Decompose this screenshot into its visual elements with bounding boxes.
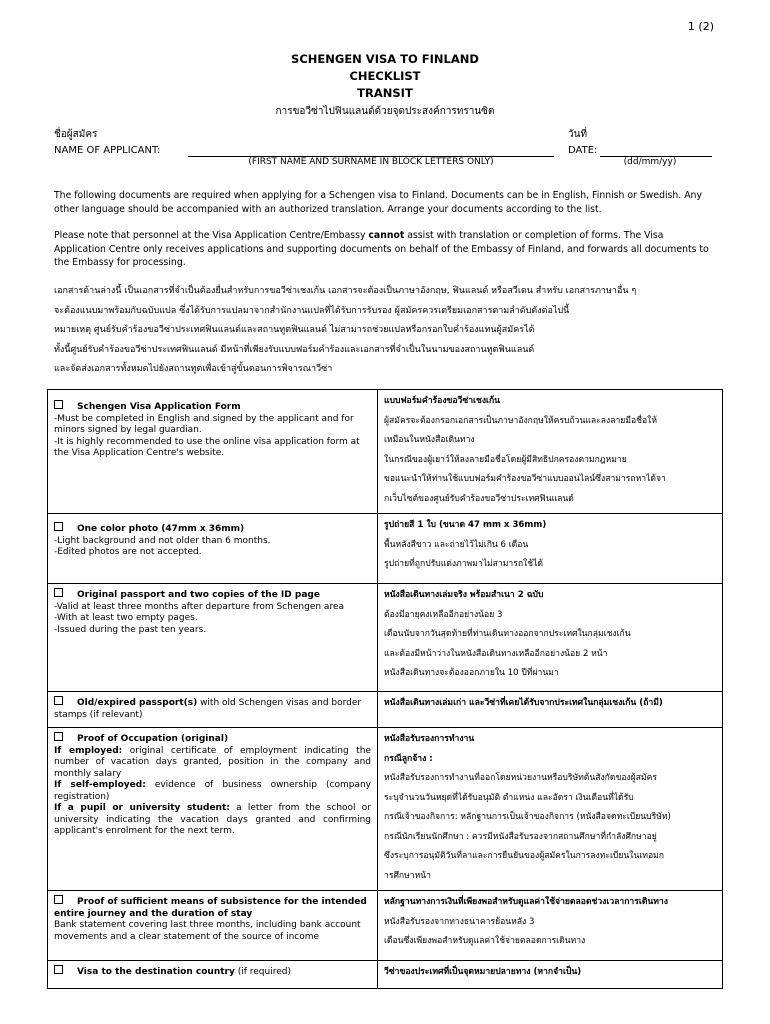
applicant-name-hint: (FIRST NAME AND SURNAME IN BLOCK LETTERS ONLY): [248, 157, 494, 167]
checkbox[interactable]: [54, 732, 63, 741]
doc-title-thai: การขอวีซ่าไปฟินแลนด์ด้วยจุดประสงค์การทรานซิต: [275, 106, 495, 117]
page-number: 1 (2): [687, 20, 714, 33]
intro-paragraph-2: Please note that personnel at the Visa Application Centre/Embassy cannot assist with translation or completion of forms. The Visa Application Centre only receives applications and supporting documents on behalf of the Embassy of Finland, and forwards all documents to the Embassy for processing.: [54, 230, 709, 268]
checklist-cell-thai: แบบฟอร์มคำร้องขอวีซ่าเชงเก้น ผู้สมัครจะต้องกรอกเอกสารเป็นภาษาอังกฤษให้ครบถ้วนและลงลายมือชื่อให้ เหมือนในหนังสือเดินทาง ในกรณีของผู้เยาว์ให้ลงลายมือชื่อโดยผู้มีสิทธิปกครองตามกฎหมาย ขอแนะนำให้ท่านใช้แบบฟอร์มคำร้องขอวีซ่าแบบออนไลน์ซึ่งสามารถหาได้จา กเว็บไซต์ของศูนย์รับคำร้องขอวีซ่าประเทศฟินแลนด์: [378, 390, 723, 514]
applicant-name-label: NAME OF APPLICANT:: [54, 145, 161, 156]
checklist-row-old-passport: [48, 692, 723, 728]
checklist-cell-en: Visa to the destination country (if required): [48, 961, 378, 989]
checklist-cell-thai: รูปถ่ายสี 1 ใบ (ขนาด 47 mm x 36mm) พื้นหลังสีขาว และถ่ายไว้ไม่เกิน 6 เดือน รูปถ่ายที่ถูกปรับแต่งภาพมาไม่สามารถใช้ได้: [378, 514, 723, 584]
doc-title: SCHENGEN VISA TO FINLAND: [291, 52, 479, 66]
checkbox[interactable]: [54, 400, 63, 409]
checklist-cell-en: Proof of Occupation (original) If employed: original certificate of employment indicating the number of vacation days granted, position in the company and monthly salary If self-employed: evidence of business ownership (company registration) If a pupil or university student: a letter from the school or university indicating the vacation days granted and confirming applicant's enrolment for the next term.: [48, 728, 378, 891]
applicant-name-thai-label: ชื่อผู้สมัคร: [54, 129, 98, 140]
checklist-cell-thai: หลักฐานทางการเงินที่เพียงพอสำหรับดูแลค่าใช้จ่ายตลอดช่วงเวลาการเดินทาง หนังสือรับรองจากทางธนาคารย้อนหลัง 3 เดือนซึ่งเพียงพอสำหรับดูแลค่าใช้จ่ายตลอดการเดินทาง: [378, 891, 723, 961]
checklist-row-subsistence: [48, 891, 723, 961]
checklist-cell-en: Old/expired passport(s) with old Schengen visas and border stamps (if relevant): [48, 692, 378, 728]
checklist-table: [47, 389, 723, 989]
checklist-cell-thai: หนังสือเดินทางเล่มเก่า และวีซ่าที่เคยได้รับจากประเทศในกลุ่มเชงเก้น (ถ้ามี): [378, 692, 723, 728]
checklist-cell-en: One color photo (47mm x 36mm) -Light background and not older than 6 months. -Edited photos are not accepted.: [48, 514, 378, 584]
checklist-row-occupation: [48, 728, 723, 891]
intro-thai-line: ทั้งนี้ศูนย์รับคำร้องขอวีซ่าประเทศฟินแลนด์ มีหน้าที่เพียงรับแบบฟอร์มคำร้องและเอกสารที่จำเป็นในนามของสถานทูตฟินแลนด์: [54, 344, 535, 355]
intro-thai-line: เอกสารด้านล่างนี้ เป็นเอกสารที่จำเป็นต้องยื่นสำหรับการขอวีซ่าเชงเก้น เอกสารจะต้องเป็นภาษาอังกฤษ, ฟินแลนด์ หรือสวีเดน สำหรับ เอกสารภาษาอื่น ๆ: [54, 286, 637, 296]
checkbox[interactable]: [54, 965, 63, 974]
checklist-row-photo: [48, 514, 723, 584]
checkbox[interactable]: [54, 696, 63, 705]
checklist-cell-en: Original passport and two copies of the ID page -Valid at least three months after departure from Schengen area -With at least two empty pages. -Issued during the past ten years.: [48, 584, 378, 692]
checklist-cell-thai: หนังสือเดินทางเล่มจริง พร้อมสำเนา 2 ฉบับ ต้องมีอายุคงเหลืออีกอย่างน้อย 3 เดือนนับจากวันสุดท้ายที่ท่านเดินทางออกจากประเทศในกลุ่มเชงเก้น และต้องมีหน้าว่างในหนังสือเดินทางเหลืออีกอย่างน้อย 2 หน้า หนังสือเดินทางจะต้องออกภายใน 10 ปีที่ผ่านมา: [378, 584, 723, 692]
intro-thai-line: และจัดส่งเอกสารทั้งหมดไปยังสถานทูตเพื่อเข้าสู่ขั้นตอนการพิจารณาวีซ่า: [54, 364, 333, 374]
checklist-cell-thai: วีซ่าของประเทศที่เป็นจุดหมายปลายทาง (หากจำเป็น): [378, 961, 723, 989]
checkbox[interactable]: [54, 522, 63, 531]
checklist-row-application-form: [48, 390, 723, 514]
doc-subtitle-checklist: CHECKLIST: [349, 69, 421, 83]
checklist-row-passport: [48, 584, 723, 692]
intro-thai-line: จะต้องแนบมาพร้อมกับฉบับแปล ซึ่งได้รับการแปลมาจากสำนักงานแปลที่ได้รับการรับรอง ผู้สมัครควรเตรียมเอกสารตามลำดับดังต่อไปนี้: [54, 305, 570, 316]
checklist-row-destination-visa: [48, 961, 723, 989]
checklist-cell-thai: หนังสือรับรองการทำงาน กรณีลูกจ้าง : หนังสือรับรองการทำงานที่ออกโดยหน่วยงานหรือบริษัทต้นสังกัดของผู้สมัคร ระบุจำนวนวันหยุดที่ได้รับอนุมัติ ตำแหน่ง และอัตรา เงินเดือนที่ได้รับ กรณีเจ้าของกิจการ: หลักฐานการเป็นเจ้าของกิจการ (หนังสือจดทะเบียนบริษัท) กรณีนักเรียนนักศึกษา : ควรมีหนังสือรับรองจากสถานศึกษาที่กำลังศึกษาอยู่ ซึ่งระบุการอนุมัติวันที่ลาและการยืนยันของผู้สมัครในการลงทะเบียนในเทอมก ารศึกษาหน้า: [378, 728, 723, 891]
checklist-cell-en: Proof of sufficient means of subsistence for the intended entire journey and the duration of stay Bank statement covering last three months, including bank account movements and a clear statement of the source of income: [48, 891, 378, 961]
date-label: DATE:: [568, 145, 598, 156]
checkbox[interactable]: [54, 588, 63, 597]
date-hint: (dd/mm/yy): [623, 157, 677, 167]
checklist-cell-en: Schengen Visa Application Form -Must be completed in English and signed by the applicant and for minors signed by legal guardian. -It is highly recommended to use the online visa application form at the Visa Application Centre's website.: [48, 390, 378, 514]
date-thai-label: วันที่: [568, 129, 588, 140]
intro-thai: [54, 282, 714, 380]
doc-subtitle-transit: TRANSIT: [357, 86, 413, 100]
intro-thai-line: หมายเหตุ ศูนย์รับคำร้องขอวีซ่าประเทศฟินแลนด์และสถานทูตฟินแลนด์ ไม่สามารถช่วยแปลหรือกรอกใบคำร้องแทนผู้สมัครได้: [54, 325, 535, 335]
checkbox[interactable]: [54, 895, 63, 904]
intro-paragraph-1: The following documents are required when applying for a Schengen visa to Finland. Documents can be in English, Finnish or Swedish. Any other language should be accompanied with an authorized translation. Arrange your documents according to the list.: [54, 190, 702, 215]
